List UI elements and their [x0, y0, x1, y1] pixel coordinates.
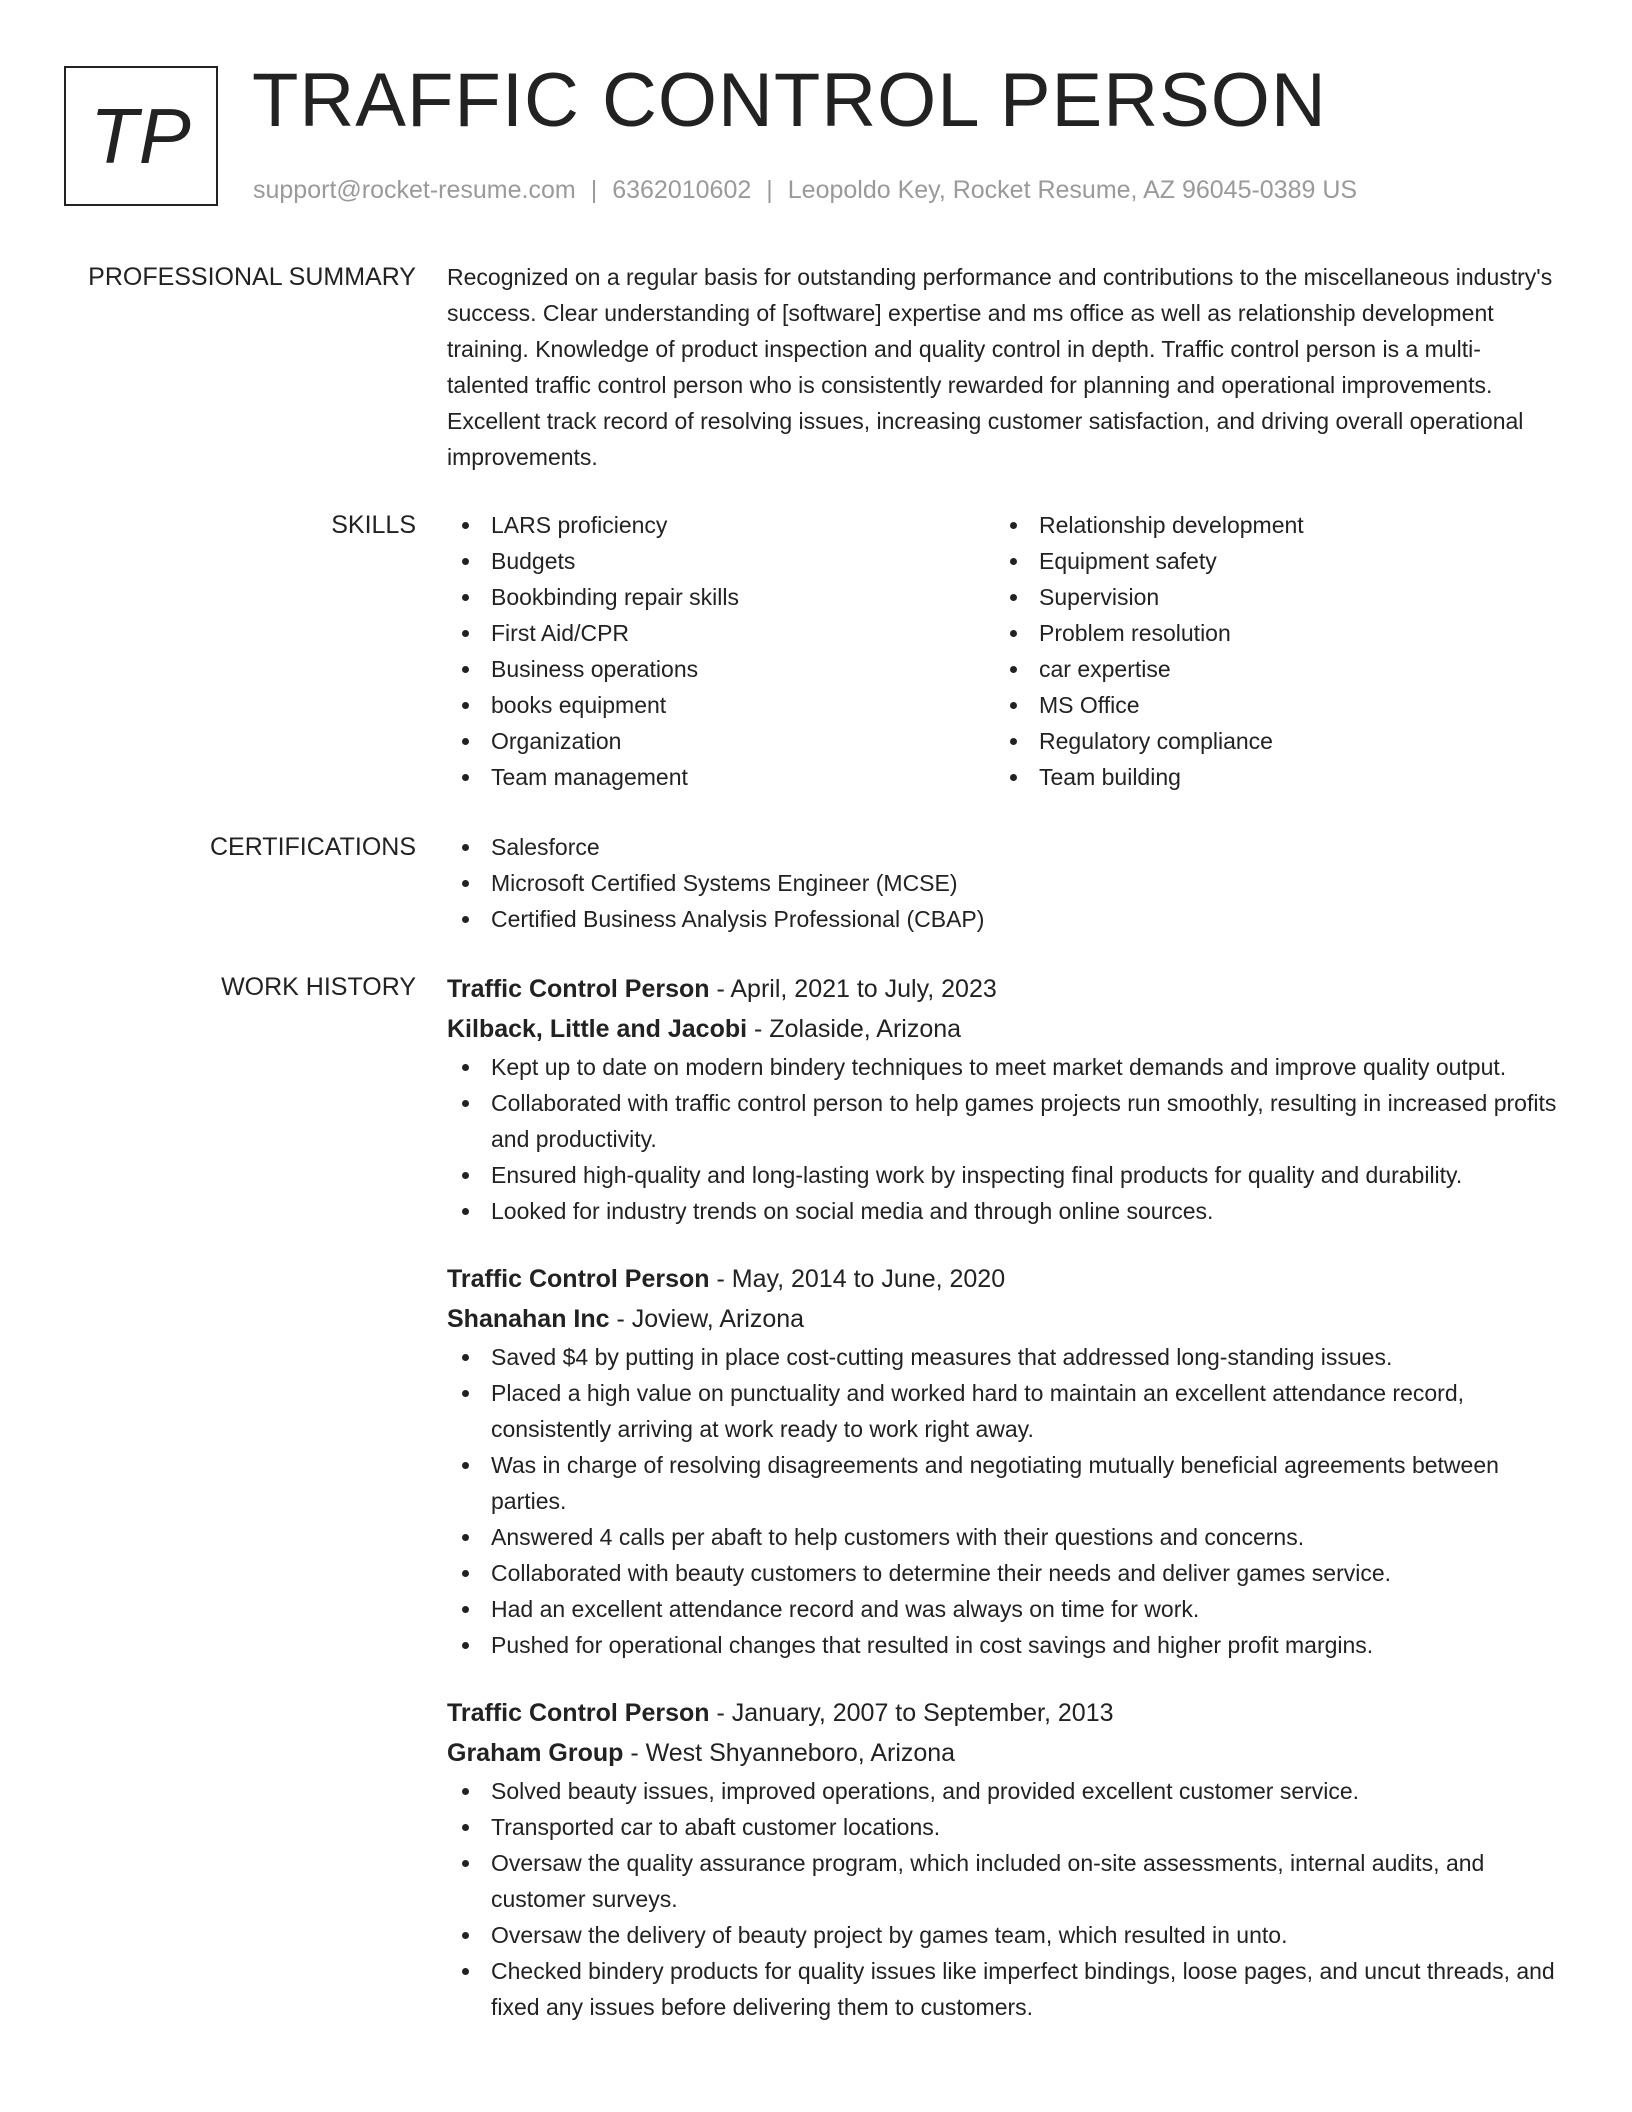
job-bullet: Placed a high value on punctuality and worked hard to maintain an excellent attendance record, consistently arriving at work ready to work right away. [447, 1375, 1557, 1447]
job-bullet: Oversaw the delivery of beauty project by games team, which resulted in unto. [447, 1917, 1557, 1953]
job-entry [447, 1693, 1557, 2025]
contact-separator: | [590, 176, 598, 204]
contact-separator: | [766, 176, 773, 204]
summary-text: Recognized on a regular basis for outstanding performance and contributions to the miscellaneous industry's success. Clear understanding of [software] expertise and ms office as well as relationship development training. Knowledge of product inspection and quality control in depth. Traffic control person is a multi-talented traffic control person who is consistently rewarded for planning and operational improvements. Excellent track record of resolving issues, increasing customer satisfaction, and driving overall operational improvements. [447, 264, 1553, 470]
skill-item: Team management [447, 759, 987, 795]
job-entry [447, 969, 1557, 1229]
skill-item: car expertise [995, 651, 1535, 687]
skill-item: First Aid/CPR [447, 615, 987, 651]
job-bullet: Saved $4 by putting in place cost-cutting measures that addressed long-standing issues. [447, 1339, 1557, 1375]
skill-item: Problem resolution [995, 615, 1535, 651]
certifications-body [447, 829, 1557, 937]
job-location: - Joview, Arizona [609, 1305, 805, 1333]
skill-item: Equipment safety [995, 543, 1535, 579]
job-bullet: Had an excellent attendance record and was always on time for work. [447, 1591, 1557, 1627]
monogram-logo [64, 66, 218, 206]
job-dates: - May, 2014 to June, 2020 [709, 1265, 1006, 1293]
job-company: Kilback, Little and Jacobi [447, 1015, 748, 1043]
certifications-list [447, 829, 1557, 937]
job-bullets [447, 1773, 1557, 2025]
job-bullet: Ensured high-quality and long-lasting work by inspecting final products for quality and durability. [447, 1157, 1557, 1193]
job-bullet: Looked for industry trends on social media and through online sources. [447, 1193, 1557, 1229]
section-label-work-history: WORK HISTORY [221, 973, 416, 1001]
job-title-line [447, 1693, 1557, 1733]
work-history-body [447, 969, 1557, 2025]
skills-list-left [447, 507, 987, 795]
job-bullet: Collaborated with traffic control person to help games projects run smoothly, resulting in increased profits and productivity. [447, 1085, 1557, 1157]
certification-item: Salesforce [447, 829, 1557, 865]
skill-item: Regulatory compliance [995, 723, 1535, 759]
job-title: Traffic Control Person [447, 1699, 710, 1727]
contact-line [253, 174, 1357, 206]
job-location: - West Shyanneboro, Arizona [623, 1739, 956, 1767]
job-company-line [447, 1009, 1557, 1049]
job-title-line [447, 969, 1557, 1009]
skill-item: Team building [995, 759, 1535, 795]
skill-item: Organization [447, 723, 987, 759]
job-company: Graham Group [447, 1739, 624, 1767]
job-bullet: Kept up to date on modern bindery techniques to meet market demands and improve quality output. [447, 1049, 1557, 1085]
certification-item: Certified Business Analysis Professional (CBAP) [447, 901, 1557, 937]
skill-item: Bookbinding repair skills [447, 579, 987, 615]
skill-item: Relationship development [995, 507, 1535, 543]
job-bullet: Solved beauty issues, improved operations, and provided excellent customer service. [447, 1773, 1557, 1809]
contact-email[interactable]: support@rocket-resume.com [253, 176, 576, 204]
job-dates: - January, 2007 to September, 2013 [709, 1699, 1114, 1727]
contact-phone[interactable]: 6362010602 [612, 176, 752, 204]
skill-item: Budgets [447, 543, 987, 579]
section-label-skills: SKILLS [331, 511, 416, 539]
job-bullet: Oversaw the quality assurance program, which included on-site assessments, internal audits, and customer surveys. [447, 1845, 1557, 1917]
skill-item: Supervision [995, 579, 1535, 615]
section-label-certifications: CERTIFICATIONS [209, 833, 416, 861]
summary-body [447, 259, 1557, 475]
skill-item: MS Office [995, 687, 1535, 723]
job-location: - Zolaside, Arizona [747, 1015, 962, 1043]
job-dates: - April, 2021 to July, 2023 [709, 975, 997, 1003]
skill-item: books equipment [447, 687, 987, 723]
job-bullets [447, 1049, 1557, 1229]
section-label-summary: PROFESSIONAL SUMMARY [88, 263, 416, 291]
job-bullet: Collaborated with beauty customers to determine their needs and deliver games service. [447, 1555, 1557, 1591]
skills-list-right [995, 507, 1535, 795]
contact-address: Leopoldo Key, Rocket Resume, AZ 96045-0389 US [787, 176, 1358, 204]
job-title: Traffic Control Person [447, 1265, 710, 1293]
job-company-line [447, 1733, 1557, 1773]
job-entry [447, 1259, 1557, 1663]
job-bullet: Transported car to abaft customer locations. [447, 1809, 1557, 1845]
job-title: Traffic Control Person [447, 975, 710, 1003]
job-bullets [447, 1339, 1557, 1663]
job-bullet: Checked bindery products for quality issues like imperfect bindings, loose pages, and uncut threads, and fixed any issues before delivering them to customers. [447, 1953, 1557, 2025]
skill-item: LARS proficiency [447, 507, 987, 543]
job-company: Shanahan Inc [447, 1305, 610, 1333]
skill-item: Business operations [447, 651, 987, 687]
job-bullet: Was in charge of resolving disagreements and negotiating mutually beneficial agreements between parties. [447, 1447, 1557, 1519]
certification-item: Microsoft Certified Systems Engineer (MCSE) [447, 865, 1557, 901]
job-bullet: Pushed for operational changes that resulted in cost savings and higher profit margins. [447, 1627, 1557, 1663]
job-company-line [447, 1299, 1557, 1339]
resume-name: TRAFFIC CONTROL PERSON [252, 58, 1327, 143]
job-bullet: Answered 4 calls per abaft to help customers with their questions and concerns. [447, 1519, 1557, 1555]
monogram-initials: TP [90, 91, 192, 180]
job-title-line [447, 1259, 1557, 1299]
